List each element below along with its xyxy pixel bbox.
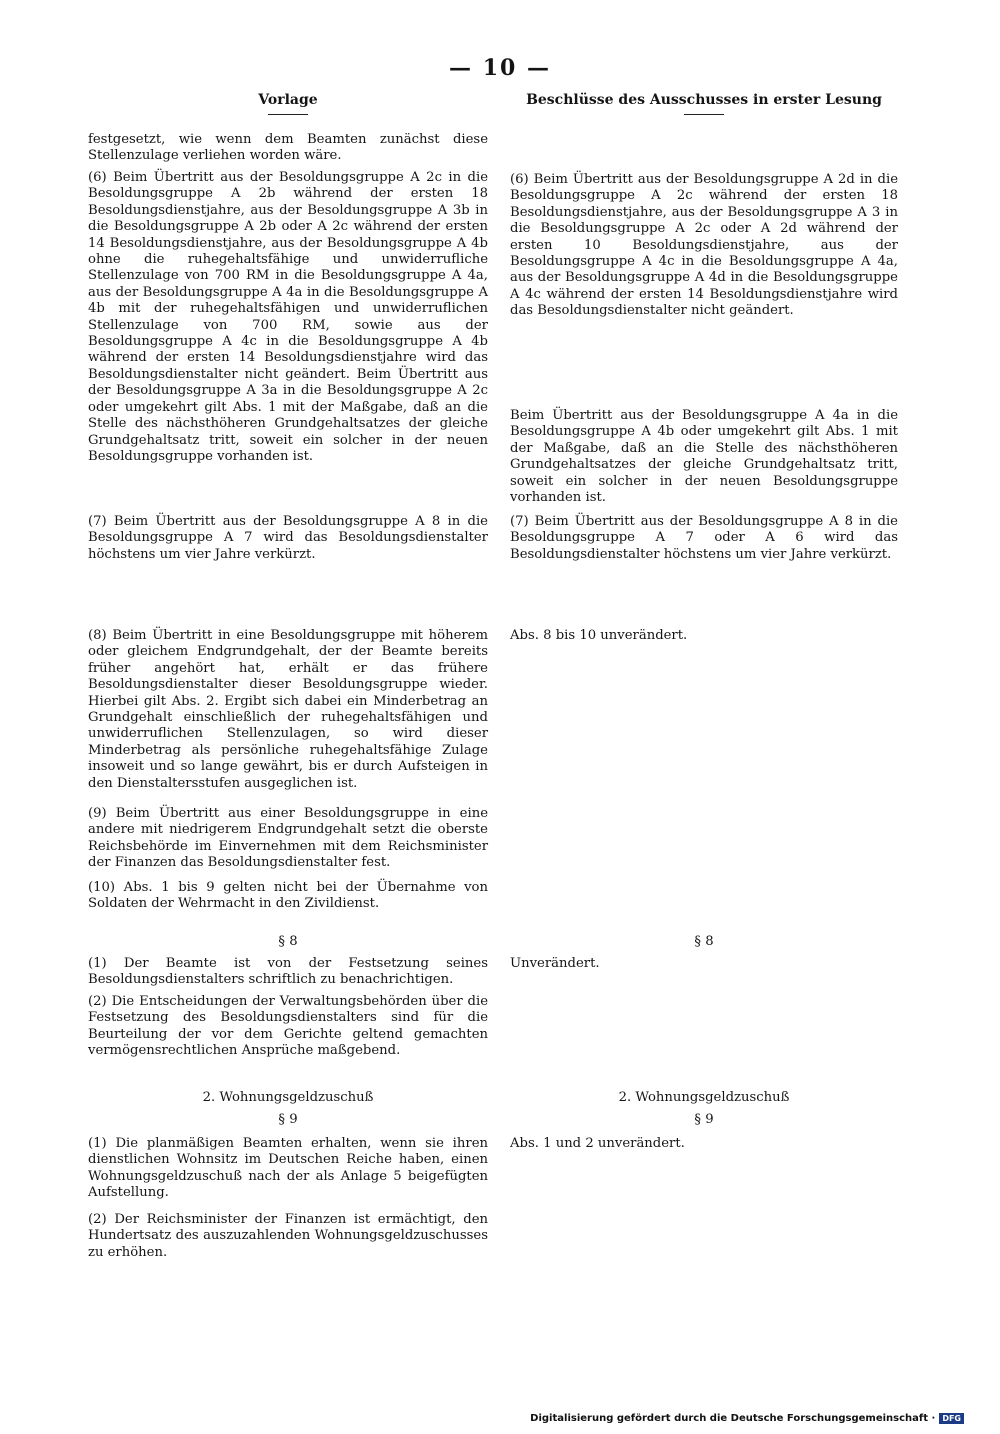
- left-section-9-paragraph-2: (2) Der Reichsminister der Finanzen ist ermächtigt, den Hundertsatz des auszuzahlenden Wohnungsgeldzuschusses zu erhöhen.: [88, 1212, 488, 1260]
- left-paragraph-10: (10) Abs. 1 bis 9 gelten nicht bei der Übernahme von Soldaten der Wehrmacht in den Zivildienst.: [88, 880, 488, 912]
- left-section-8-heading: § 8: [278, 934, 298, 949]
- right-paragraph-6: (6) Beim Übertritt aus der Besoldungsgruppe A 2d in die Besoldungsgruppe A 2c während der ersten 18 Besoldungsdienstjahre, aus der Besoldungsgruppe A 3 in die Besoldungsgruppe A 2c oder A 2d während der ersten 10 Besoldungsdienstjahre, aus der Besoldungsgruppe A 4c in die Besoldungsgruppe A 4a, aus der Besoldungsgruppe A 4d in die Besoldungsgruppe A 4c während der ersten 14 Besoldungsdienstjahre wird das Besoldungsdienstalter nicht geändert.: [510, 172, 898, 319]
- left-section-8-paragraph-1: (1) Der Beamte ist von der Festsetzung seines Besoldungsdienstalters schriftlich zu benachrichtigen.: [88, 956, 488, 988]
- left-section-9-heading: § 9: [278, 1112, 298, 1127]
- left-section-9-paragraph-1: (1) Die planmäßigen Beamten erhalten, wenn sie ihren dienstlichen Wohnsitz im Deutschen Reiche haben, einen Wohnungsgeldzuschuß nach der als Anlage 5 beigefügten Aufstellung.: [88, 1136, 488, 1201]
- dfg-logo: DFG: [939, 1413, 964, 1424]
- left-subsection-heading: 2. Wohnungsgeldzuschuß: [202, 1090, 374, 1105]
- right-paragraph-8-10: Abs. 8 bis 10 unverändert.: [510, 628, 688, 643]
- left-paragraph-8: (8) Beim Übertritt in eine Besoldungsgruppe mit höherem oder gleichem Endgrundgehalt, der der Beamte bereits früher angehört hat, erhält er das frühere Besoldungsdienstalter dieser Besoldungsgruppe wieder. Hierbei gilt Abs. 2. Ergibt sich dabei ein Minderbetrag an Grundgehalt einschließlich der ruhegehaltsfähigen und unwiderruflichen Stellenzulagen, so wird dieser Minderbetrag als persönliche ruhegehaltsfähige Zulage insoweit und so lange gewährt, bis er durch Aufsteigen in den Dienstaltersstufen ausgeglichen ist.: [88, 628, 488, 791]
- right-paragraph-6-continued: Beim Übertritt aus der Besoldungsgruppe A 4a in die Besoldungsgruppe A 4b oder umgekehrt gilt Abs. 1 mit der Maßgabe, daß an die Stelle des nächsthöheren Grundgehaltsatzes der gleiche Grundgehaltsatz tritt, soweit ein solcher in der neuen Besoldungsgruppe vorhanden ist.: [510, 408, 898, 506]
- page-number: — 10 —: [449, 55, 551, 81]
- left-paragraph-7: (7) Beim Übertritt aus der Besoldungsgruppe A 8 in die Besoldungsgruppe A 7 wird das Besoldungsdienstalter höchstens um vier Jahre verkürzt.: [88, 514, 488, 562]
- right-section-9-text: Abs. 1 und 2 unverändert.: [510, 1136, 685, 1151]
- left-section-8-paragraph-2: (2) Die Entscheidungen der Verwaltungsbehörden über die Festsetzung des Besoldungsdienstalters sind für die Beurteilung der vor dem Gerichte geltend gemachten vermögensrechtlichen Ansprüche maßgebend.: [88, 994, 488, 1059]
- right-section-8-text: Unverändert.: [510, 956, 600, 971]
- left-heading-text: Vorlage: [258, 92, 318, 108]
- right-subsection-heading: 2. Wohnungsgeldzuschuß: [618, 1090, 790, 1105]
- left-paragraph-6: (6) Beim Übertritt aus der Besoldungsgruppe A 2c in die Besoldungsgruppe A 2b während der ersten 18 Besoldungsdienstjahre, aus der Besoldungsgruppe A 3b in die Besoldungsgruppe A 2b oder A 2c während der ersten 14 Besoldungsdienstjahre, aus der Besoldungsgruppe A 4b ohne die ruhegehaltsfähige und unwiderrufliche Stellenzulage von 700 RM in die Besoldungsgruppe A 4a, aus der Besoldungsgruppe A 4a in die Besoldungsgruppe A 4b mit der ruhegehaltsfähigen und unwiderruflichen Stellenzulage von 700 RM, sowie aus der Besoldungsgruppe A 4c in die Besoldungsgruppe A 4b während der ersten 14 Besoldungsdienstjahre wird das Besoldungsdienstalter nicht geändert. Beim Übertritt aus der Besoldungsgruppe A 3a in die Besoldungsgruppe A 2c oder umgekehrt gilt Abs. 1 mit der Maßgabe, daß an die Stelle des nächsthöheren Grundgehaltsatzes der gleiche Grundgehaltsatz tritt, soweit ein solcher in der neuen Besoldungsgruppe vorhanden ist.: [88, 170, 488, 464]
- right-section-9-heading: § 9: [694, 1112, 714, 1127]
- footer-text: Digitalisierung gefördert durch die Deutsche Forschungsgemeinschaft ·: [530, 1413, 936, 1424]
- heading-rule: [684, 114, 724, 115]
- right-section-8-heading: § 8: [694, 934, 714, 949]
- footer: [530, 1413, 964, 1424]
- left-paragraph-continuation: festgesetzt, wie wenn dem Beamten zunächst diese Stellenzulage verliehen worden wäre.: [88, 132, 488, 164]
- left-column-heading: [88, 92, 488, 115]
- right-heading-text: Beschlüsse des Ausschusses in erster Lesung: [526, 92, 882, 108]
- left-paragraph-9: (9) Beim Übertritt aus einer Besoldungsgruppe in eine andere mit niedrigerem Endgrundgehalt setzt die oberste Reichsbehörde im Einvernehmen mit dem Reichsminister der Finanzen das Besoldungsdienstalter fest.: [88, 806, 488, 871]
- right-column-heading: [510, 92, 898, 115]
- right-paragraph-7: (7) Beim Übertritt aus der Besoldungsgruppe A 8 in die Besoldungsgruppe A 7 oder A 6 wird das Besoldungsdienstalter höchstens um vier Jahre verkürzt.: [510, 514, 898, 562]
- heading-rule: [268, 114, 308, 115]
